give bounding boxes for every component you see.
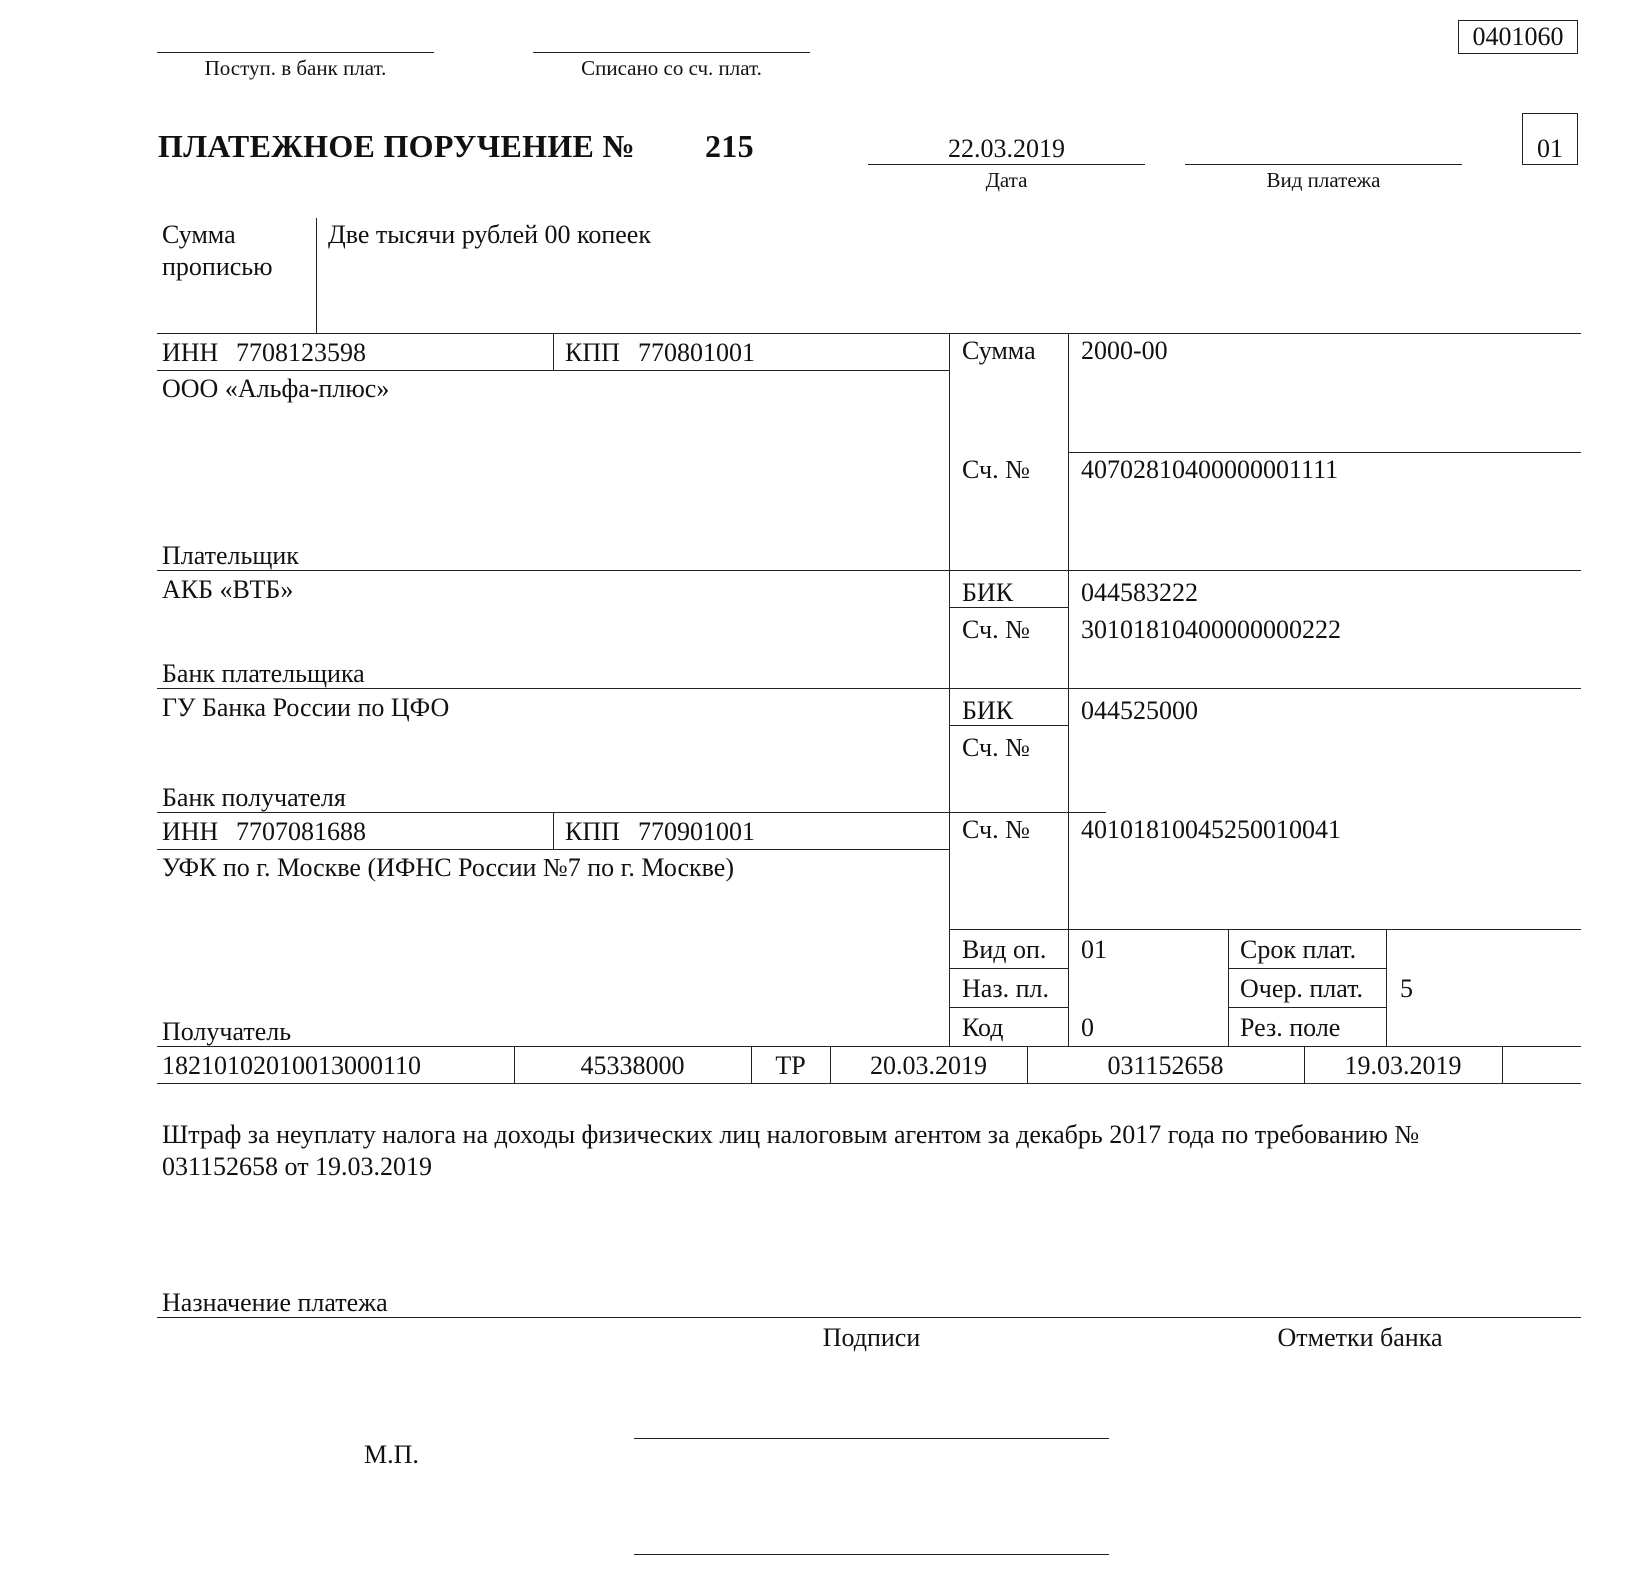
amount-words-divider: [316, 218, 317, 333]
payer-bank-bik-label: БИК: [962, 578, 1014, 607]
ocher-value: 5: [1400, 974, 1413, 1003]
purpose-line-2: 031152658 от 19.03.2019: [162, 1152, 433, 1181]
signature-line-2: [634, 1554, 1109, 1555]
srok-label: Срок плат.: [1240, 935, 1357, 964]
payment-type-label: Вид платежа: [1266, 168, 1381, 192]
payer-kpp-label: КПП: [565, 338, 620, 367]
operation-row-line-2: [949, 1007, 1068, 1008]
amount-value: 2000-00: [1081, 336, 1168, 365]
signature-line-1: [634, 1438, 1109, 1439]
payer-kpp: 770801001: [638, 338, 755, 367]
payer-name: ООО «Альфа-плюс»: [162, 374, 390, 403]
tax-doc-number: 031152658: [1107, 1051, 1224, 1080]
payee-kpp: 770901001: [638, 817, 755, 846]
payer-inn: 7708123598: [236, 338, 366, 367]
payee-name: УФК по г. Москве (ИФНС России №7 по г. Москве): [162, 853, 734, 882]
operation-divider-2: [1386, 929, 1387, 1046]
signatures-label: Подписи: [822, 1323, 921, 1352]
payee-kpp-label: КПП: [565, 817, 620, 846]
operation-row-line-2b: [1228, 1007, 1386, 1008]
payee-bank-account-underline: [949, 812, 1068, 813]
operation-divider-1: [1228, 929, 1229, 1046]
payer-account-label: Сч. №: [962, 455, 1030, 484]
grid-line-top: [157, 333, 1581, 334]
amount-words-value: Две тысячи рублей 00 копеек: [328, 220, 651, 249]
payer-account: 40702810400000001111: [1081, 455, 1339, 484]
payee-bank-bik-label: БИК: [962, 696, 1014, 725]
payer-bank-account: 30101810400000000222: [1081, 615, 1341, 644]
vid-op-value: 01: [1081, 935, 1107, 964]
received-label: Поступ. в банк плат.: [204, 56, 387, 80]
vid-op-label: Вид оп.: [962, 935, 1047, 964]
amount-underline: [1068, 452, 1581, 453]
payee-account: 40101810045250010041: [1081, 815, 1341, 844]
received-line: [157, 52, 434, 53]
grid-vertical-main: [949, 333, 950, 1046]
kod-value: 0: [1081, 1013, 1094, 1042]
date-label: Дата: [985, 168, 1028, 192]
form-code: 0401060: [1472, 22, 1564, 51]
tax-row-bottom-line: [157, 1083, 1581, 1084]
document-number: 215: [705, 128, 754, 164]
purpose-underline: [157, 1317, 1581, 1318]
amount-words-label-1: Сумма: [162, 220, 236, 249]
purpose-label: Назначение платежа: [162, 1288, 388, 1317]
payee-inn: 7707081688: [236, 817, 366, 846]
payer-underline: [157, 570, 1581, 571]
payee-bank-bik: 044525000: [1081, 696, 1198, 725]
naz-pl-label: Наз. пл.: [962, 974, 1049, 1003]
bank-marks-label: Отметки банка: [1277, 1323, 1443, 1352]
kod-label: Код: [962, 1013, 1004, 1042]
tax-oktmo: 45338000: [580, 1051, 685, 1080]
payer-inn-kpp-divider: [553, 333, 554, 370]
payee-inn-underline: [157, 849, 949, 850]
payer-label: Плательщик: [162, 541, 299, 570]
payee-inn-kpp-divider: [553, 812, 554, 849]
document-title: ПЛАТЕЖНОЕ ПОРУЧЕНИЕ №: [158, 128, 635, 164]
operation-row-line-1: [949, 968, 1068, 969]
grid-vertical-values: [1068, 333, 1069, 1046]
tax-doc-date: 19.03.2019: [1344, 1051, 1462, 1080]
payee-label: Получатель: [162, 1017, 292, 1046]
operation-top-line: [949, 929, 1581, 930]
date-line: [868, 164, 1145, 165]
document-date: 22.03.2019: [948, 134, 1065, 163]
payment-type-line: [1185, 164, 1462, 165]
tax-divider-6: [1502, 1046, 1503, 1083]
payee-bank-account-label: Сч. №: [962, 733, 1030, 762]
payer-inn-label: ИНН: [162, 338, 219, 367]
payer-inn-underline: [157, 370, 949, 371]
payer-bik-underline: [949, 607, 1068, 608]
tax-basis: ТР: [775, 1051, 806, 1080]
payee-account-label: Сч. №: [962, 815, 1030, 844]
payee-bik-underline: [949, 725, 1068, 726]
payee-inn-label: ИНН: [162, 817, 219, 846]
rez-label: Рез. поле: [1240, 1013, 1341, 1042]
debited-label: Списано со сч. плат.: [581, 56, 762, 80]
amount-words-label-2: прописью: [162, 252, 273, 281]
tax-kbk: 18210102010013000110: [162, 1051, 422, 1080]
amount-label: Сумма: [962, 336, 1036, 365]
ocher-label: Очер. плат.: [1240, 974, 1364, 1003]
tax-row-top-line: [157, 1046, 1581, 1047]
payee-bank-label: Банк получателя: [162, 783, 346, 812]
payer-bank-bik: 044583222: [1081, 578, 1198, 607]
payee-bank-name: ГУ Банка России по ЦФО: [162, 693, 450, 722]
operation-row-line-1b: [1228, 968, 1386, 969]
stamp-label: М.П.: [364, 1440, 419, 1469]
status-code: 01: [1537, 134, 1563, 163]
payer-bank-label: Банк плательщика: [162, 659, 365, 688]
tax-period: 20.03.2019: [870, 1051, 987, 1080]
debited-line: [533, 52, 810, 53]
payer-bank-name: АКБ «ВТБ»: [162, 575, 294, 604]
purpose-line-1: Штраф за неуплату налога на доходы физических лиц налоговым агентом за декабрь 2017 года по требованию №: [162, 1120, 1420, 1149]
payer-bank-underline: [157, 688, 1581, 689]
payer-bank-account-label: Сч. №: [962, 615, 1030, 644]
